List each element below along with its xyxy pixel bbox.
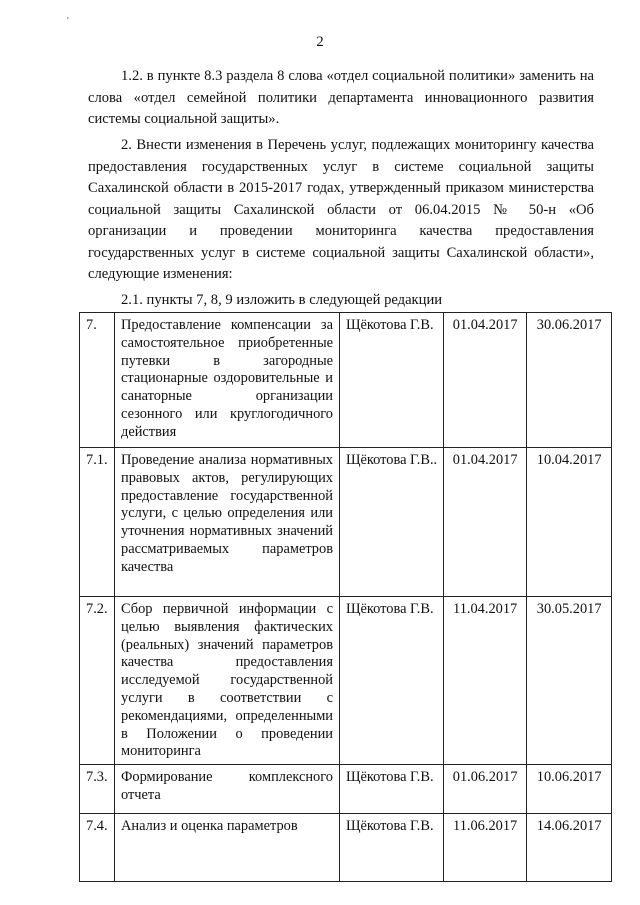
responsible-person: Щёкотова Г.В. [340,597,444,765]
table-row [80,313,612,448]
table-row [80,765,612,814]
row-number: 7. [80,313,115,448]
service-name: Анализ и оценка параметров [115,814,340,882]
end-date: 10.06.2017 [527,765,612,814]
paragraph-text: 1.2. в пункте 8.3 раздела 8 слова «отдел социальной политики» заменить на слова «отдел семейной политики департамента инновационного развития системы социальной защиты». [88,68,594,127]
responsible-person: Щёкотова Г.В. [340,313,444,448]
paragraph-text: 2. Внести изменения в Перечень услуг, подлежащих мониторингу качества предоставления государственных услуг в системе социальной защиты Сахалинской области в 2015-2017 годах, утвержденный приказом министерства социальной защиты Сахалинской области от 06.04.2015 № 50-н «Об организации и проведении мониторинга качества предоставления государственных услуг в системе социальной защиты Сахалинской области», следующие изменения: [88,137,594,282]
corner-mark: ' [67,16,69,27]
end-date: 14.06.2017 [527,814,612,882]
end-date: 30.06.2017 [527,313,612,448]
end-date: 30.05.2017 [527,597,612,765]
services-table [79,312,612,882]
paragraph-2-1: 2.1. пункты 7, 8, 9 изложить в следующей редакции [121,292,443,308]
responsible-person: Щёкотова Г.В.. [340,448,444,597]
end-date: 10.04.2017 [527,448,612,597]
start-date: 01.04.2017 [444,313,527,448]
page-number: 2 [316,34,324,50]
service-name: Проведение анализа нормативных правовых актов, регулирующих предоставление государственной услуги, с целью определения или уточнения нормативных значений рассматриваемых параметров качества [115,448,340,597]
row-number: 7.2. [80,597,115,765]
responsible-person: Щёкотова Г.В. [340,814,444,882]
table-row [80,597,612,765]
row-number: 7.1. [80,448,115,597]
start-date: 11.06.2017 [444,814,527,882]
row-number: 7.4. [80,814,115,882]
paragraph-2 [88,135,594,286]
table-row [80,448,612,597]
row-number: 7.3. [80,765,115,814]
service-name: Предоставление компенсации за самостоятельное приобретенные путевки в загородные стационарные оздоровительные и санаторные организации сезонного или круглогодичного действия [115,313,340,448]
service-name: Сбор первичной информации с целью выявления фактических (реальных) значений параметров качества предоставления исследуемой государственной услуги в соответствии с рекомендациями, определенными в Положении о проведении мониторинга [115,597,340,765]
start-date: 01.06.2017 [444,765,527,814]
table-row [80,814,612,882]
service-name: Формирование комплексного отчета [115,765,340,814]
start-date: 01.04.2017 [444,448,527,597]
start-date: 11.04.2017 [444,597,527,765]
responsible-person: Щёкотова Г.В. [340,765,444,814]
paragraph-1-2 [88,66,594,131]
